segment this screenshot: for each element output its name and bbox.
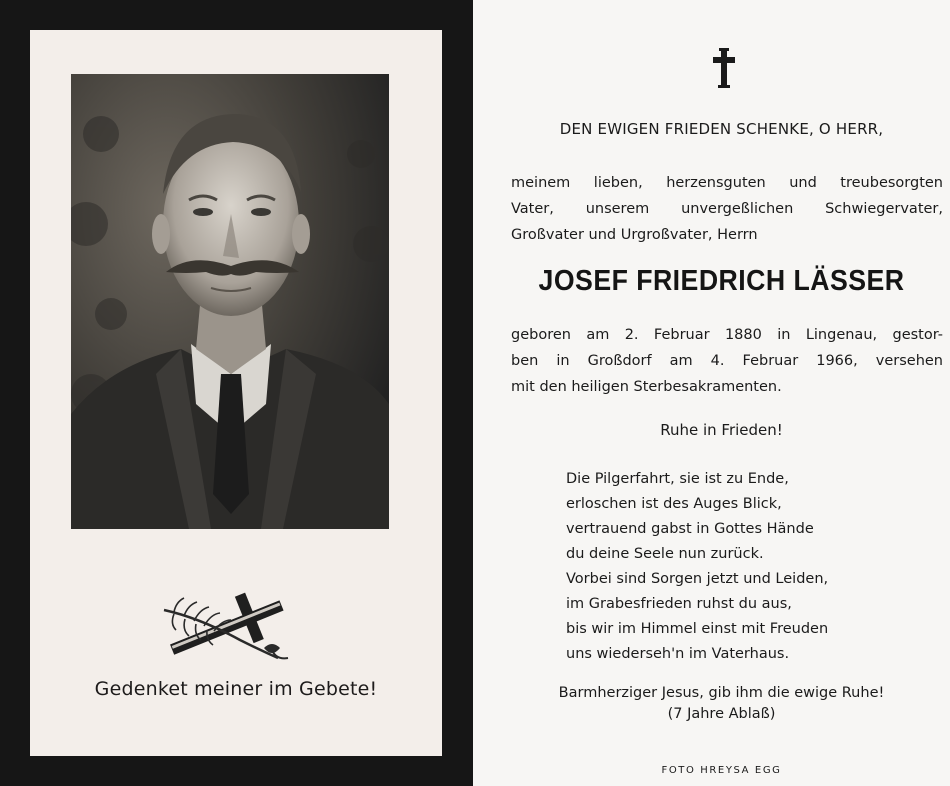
dates-line: mit den heiligen Sterbesakramenten. [511, 379, 782, 395]
indulgence-line: (7 Jahre Ablaß) [667, 706, 776, 722]
left-memorial-card [0, 0, 473, 786]
cross-and-palm-icon [160, 588, 295, 663]
deceased-name: JOSEF FRIEDRICH LÄSSER [538, 265, 905, 297]
prayer-line: Barmherziger Jesus, gib ihm die ewige Ruhe! [558, 685, 885, 701]
poem-line: vertrauend gabst in Gottes Hände [566, 521, 814, 537]
portrait-illustration [71, 74, 389, 529]
poem-line: Vorbei sind Sorgen jetzt und Leiden, [566, 571, 829, 587]
dates-line: geboren am 2. Februar 1880 in Lingenau, gestor- [511, 327, 943, 343]
poem-line: uns wiederseh'n im Vaterhaus. [566, 646, 790, 662]
cross-icon [713, 48, 735, 88]
poem-line: du deine Seele nun zurück. [566, 546, 764, 562]
photo-credit: FOTO HREYSA EGG [661, 765, 782, 776]
poem-line: im Grabesfrieden ruhst du aus, [566, 596, 792, 612]
poem [566, 467, 946, 667]
poem-line: erloschen ist des Auges Blick, [566, 496, 782, 512]
left-caption: Gedenket meiner im Gebete! [94, 678, 378, 700]
poem-line: Die Pilgerfahrt, sie ist zu Ende, [566, 471, 789, 487]
dates-line: ben in Großdorf am 4. Februar 1966, versehen [511, 353, 943, 369]
intro-line: Vater, unserem unvergeßlichen Schwiegervater, [511, 201, 943, 217]
intro-paragraph [511, 170, 943, 248]
right-memorial-card [473, 0, 950, 786]
dates-paragraph [511, 322, 943, 400]
intro-line: Großvater und Urgroßvater, Herrn [511, 227, 758, 243]
memorial-heading: DEN EWIGEN FRIEDEN SCHENKE, O HERR, [559, 120, 884, 138]
left-card-paper [30, 30, 442, 756]
intro-line: meinem lieben, herzensguten und treubesorgten [511, 175, 943, 191]
poem-line: bis wir im Himmel einst mit Freuden [566, 621, 829, 637]
rest-in-peace-line: Ruhe in Frieden! [660, 421, 783, 439]
portrait-photo [71, 74, 389, 529]
